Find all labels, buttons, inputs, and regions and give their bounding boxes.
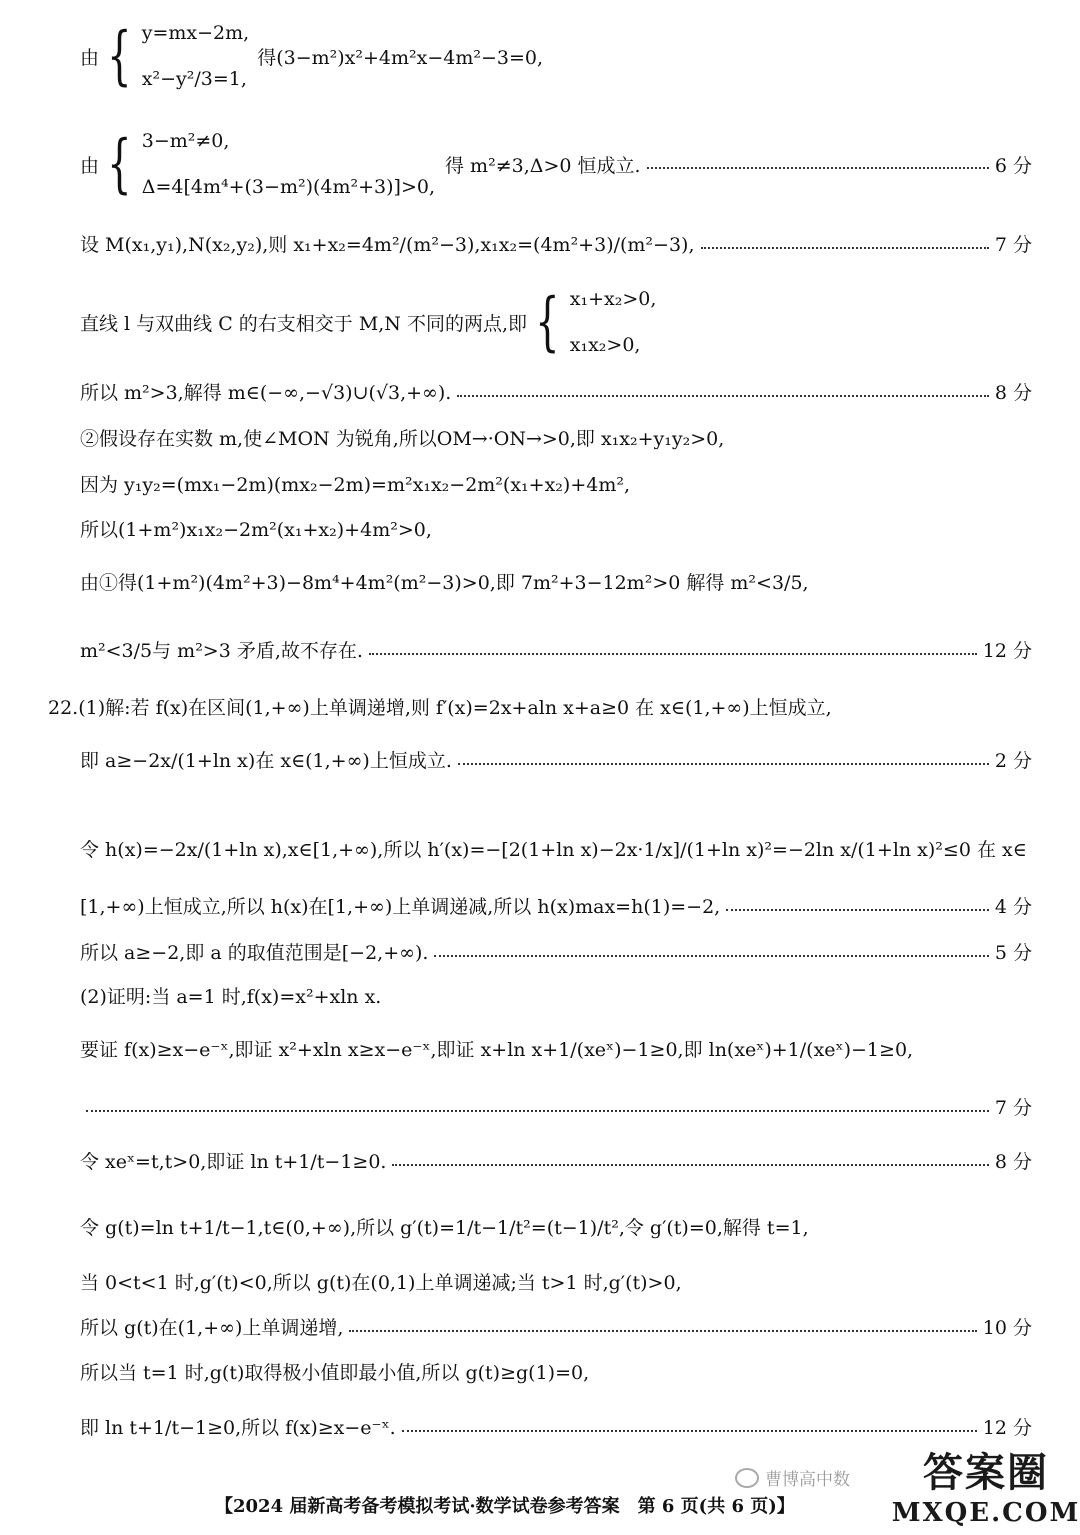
line-text: 要证 f(x)≥x−e⁻ˣ,即证 x²+xln x≥x−e⁻ˣ,即证 x+ln x+1/(xeˣ)−1≥0,即 ln(xeˣ)+1/(xeˣ)−1≥0,: [80, 1039, 914, 1061]
leader-dots: [458, 763, 989, 765]
solution-line: [80, 470, 1032, 497]
leader-dots: [86, 1110, 989, 1112]
line-text: 令 g(t)=ln t+1/t−1,t∈(0,+∞),所以 g′(t)=1/t−1/t²=(t−1)/t²,令 g′(t)=0,解得 t=1,: [80, 1217, 809, 1239]
wechat-icon: [735, 1468, 759, 1488]
solution-line: [80, 1313, 1032, 1340]
line-text: (2)证明:当 a=1 时,f(x)=x²+xln x.: [80, 986, 382, 1008]
score-label: 10 分: [982, 1317, 1032, 1339]
left-brace-icon: {: [107, 19, 132, 93]
line-text: ②假设存在实数 m,使∠MON 为锐角,所以OM→·ON→>0,即 x₁x₂+y₁y₂>0,: [80, 428, 725, 450]
solution-line: [80, 892, 1032, 919]
system-row: Δ=4[4m⁴+(3−m²)(4m²+3)]>0,: [141, 176, 436, 198]
wechat-account-name: 曹博高中数: [765, 1470, 850, 1490]
solution-line: [80, 1358, 1032, 1385]
system-row: y=mx−2m,: [141, 22, 250, 44]
wechat-watermark: [735, 1465, 850, 1490]
left-brace-icon: {: [535, 285, 560, 359]
line-text: 因为 y₁y₂=(mx₁−2m)(mx₂−2m)=m²x₁x₂−2m²(x₁+x₂)+4m²,: [80, 474, 631, 496]
score-label: 4 分: [994, 896, 1032, 918]
score-label: 12 分: [982, 640, 1032, 662]
solution-line: [80, 515, 1032, 542]
watermark-bottom: MXQE.COM: [891, 1497, 1080, 1528]
leader-dots: [647, 167, 989, 169]
line-text: 即 a≥−2x/(1+ln x)在 x∈(1,+∞)上恒成立.: [80, 750, 452, 772]
solution-line: [80, 938, 1032, 965]
score-label: 7 分: [994, 1097, 1032, 1119]
brace-system: [527, 285, 657, 359]
solution-line: [80, 835, 1032, 862]
solution-line: [80, 568, 1032, 595]
line-text: 所以 m²>3,解得 m∈(−∞,−√3)∪(√3,+∞).: [80, 382, 452, 404]
score-label: 6 分: [994, 154, 1032, 177]
solution-line: [80, 636, 1032, 663]
leader-dots: [402, 1430, 977, 1432]
score-label: 2 分: [994, 750, 1032, 772]
site-watermark: [891, 1439, 1080, 1529]
line-text: 令 xeˣ=t,t>0,即证 ln t+1/t−1≥0.: [80, 1151, 387, 1173]
solution-line: [80, 230, 1032, 257]
line-text: 当 0<t<1 时,g′(t)<0,所以 g(t)在(0,1)上单调递减;当 t>1 时,g′(t)>0,: [80, 1272, 682, 1294]
score-label: 8 分: [994, 382, 1032, 404]
system-result: 得(3−m²)x²+4m²x−4m²−3=0,: [257, 46, 544, 69]
line-text: 所以当 t=1 时,g(t)取得极小值即最小值,所以 g(t)≥g(1)=0,: [80, 1362, 590, 1384]
system-row: x₁x₂>0,: [569, 334, 641, 356]
solution-line: [80, 424, 1032, 451]
leader-dots: [457, 395, 989, 397]
leader-dots: [392, 1164, 988, 1166]
leader-dots: [726, 909, 989, 911]
solution-line: [80, 1268, 1032, 1295]
condition-text: 直线 l 与双曲线 C 的右支相交于 M,N 不同的两点,即: [80, 312, 528, 335]
system-prefix: 由: [80, 46, 100, 69]
system-row: 3−m²≠0,: [141, 130, 230, 152]
solution-line: [48, 693, 1032, 720]
solution-line: [80, 1147, 1032, 1174]
solution-line: [80, 1213, 1032, 1240]
score-label: 5 分: [994, 942, 1032, 964]
line-text: 即 ln t+1/t−1≥0,所以 f(x)≥x−e⁻ˣ.: [80, 1417, 396, 1439]
right-branch-condition: [80, 285, 1032, 359]
solution-line: [80, 378, 1032, 405]
solution-line: [80, 746, 1032, 773]
page-footer: 【2024 届新高考备考模拟考试·数学试卷参考答案 第 6 页(共 6 页)】: [215, 1496, 795, 1517]
line-text: 所以 a≥−2,即 a 的取值范围是[−2,+∞).: [80, 942, 429, 964]
score-label: 12 分: [982, 1417, 1032, 1439]
solution-line: [80, 1035, 1032, 1062]
equation-system-2: [80, 127, 1032, 201]
line-text: 所以 g(t)在(1,+∞)上单调递增,: [80, 1317, 344, 1339]
solution-line: [80, 1413, 1032, 1440]
line-text: 令 h(x)=−2x/(1+ln x),x∈[1,+∞),所以 h′(x)=−[2(1+ln x)−2x·1/x]/(1+ln x)²=−2ln x/(1+ln x)²≤0 在 x∈: [80, 839, 1027, 861]
line-text: [1,+∞)上恒成立,所以 h(x)在[1,+∞)上单调递减,所以 h(x)max=h(1)=−2,: [80, 896, 721, 918]
leader-dots: [434, 955, 988, 957]
leader-dots: [349, 1330, 976, 1332]
equation-system-1: [80, 19, 1032, 93]
system-prefix: 由: [80, 154, 100, 177]
solution-line: [80, 1093, 1032, 1120]
solution-line: [80, 982, 1032, 1009]
line-text: m²<3/5与 m²>3 矛盾,故不存在.: [80, 640, 363, 662]
leader-dots: [701, 247, 989, 249]
line-text: 由①得(1+m²)(4m²+3)−8m⁴+4m²(m²−3)>0,即 7m²+3−12m²>0 解得 m²<3/5,: [80, 572, 809, 594]
brace-system: [99, 19, 250, 93]
system-row: x₁+x₂>0,: [569, 288, 657, 310]
watermark-top: 答案圈: [923, 1448, 1049, 1496]
line-text: 设 M(x₁,y₁),N(x₂,y₂),则 x₁+x₂=4m²/(m²−3),x₁x₂=(4m²+3)/(m²−3),: [80, 234, 695, 256]
leader-dots: [369, 653, 977, 655]
system-row: x²−y²/3=1,: [141, 68, 247, 90]
line-text: 22.(1)解:若 f(x)在区间(1,+∞)上单调递增,则 f′(x)=2x+aln x+a≥0 在 x∈(1,+∞)上恒成立,: [48, 697, 832, 719]
score-label: 7 分: [994, 234, 1032, 256]
line-text: 所以(1+m²)x₁x₂−2m²(x₁+x₂)+4m²>0,: [80, 519, 432, 541]
system-result: 得 m²≠3,Δ>0 恒成立.: [445, 154, 641, 177]
left-brace-icon: {: [107, 127, 132, 201]
score-label: 8 分: [994, 1151, 1032, 1173]
brace-system: [99, 127, 436, 201]
